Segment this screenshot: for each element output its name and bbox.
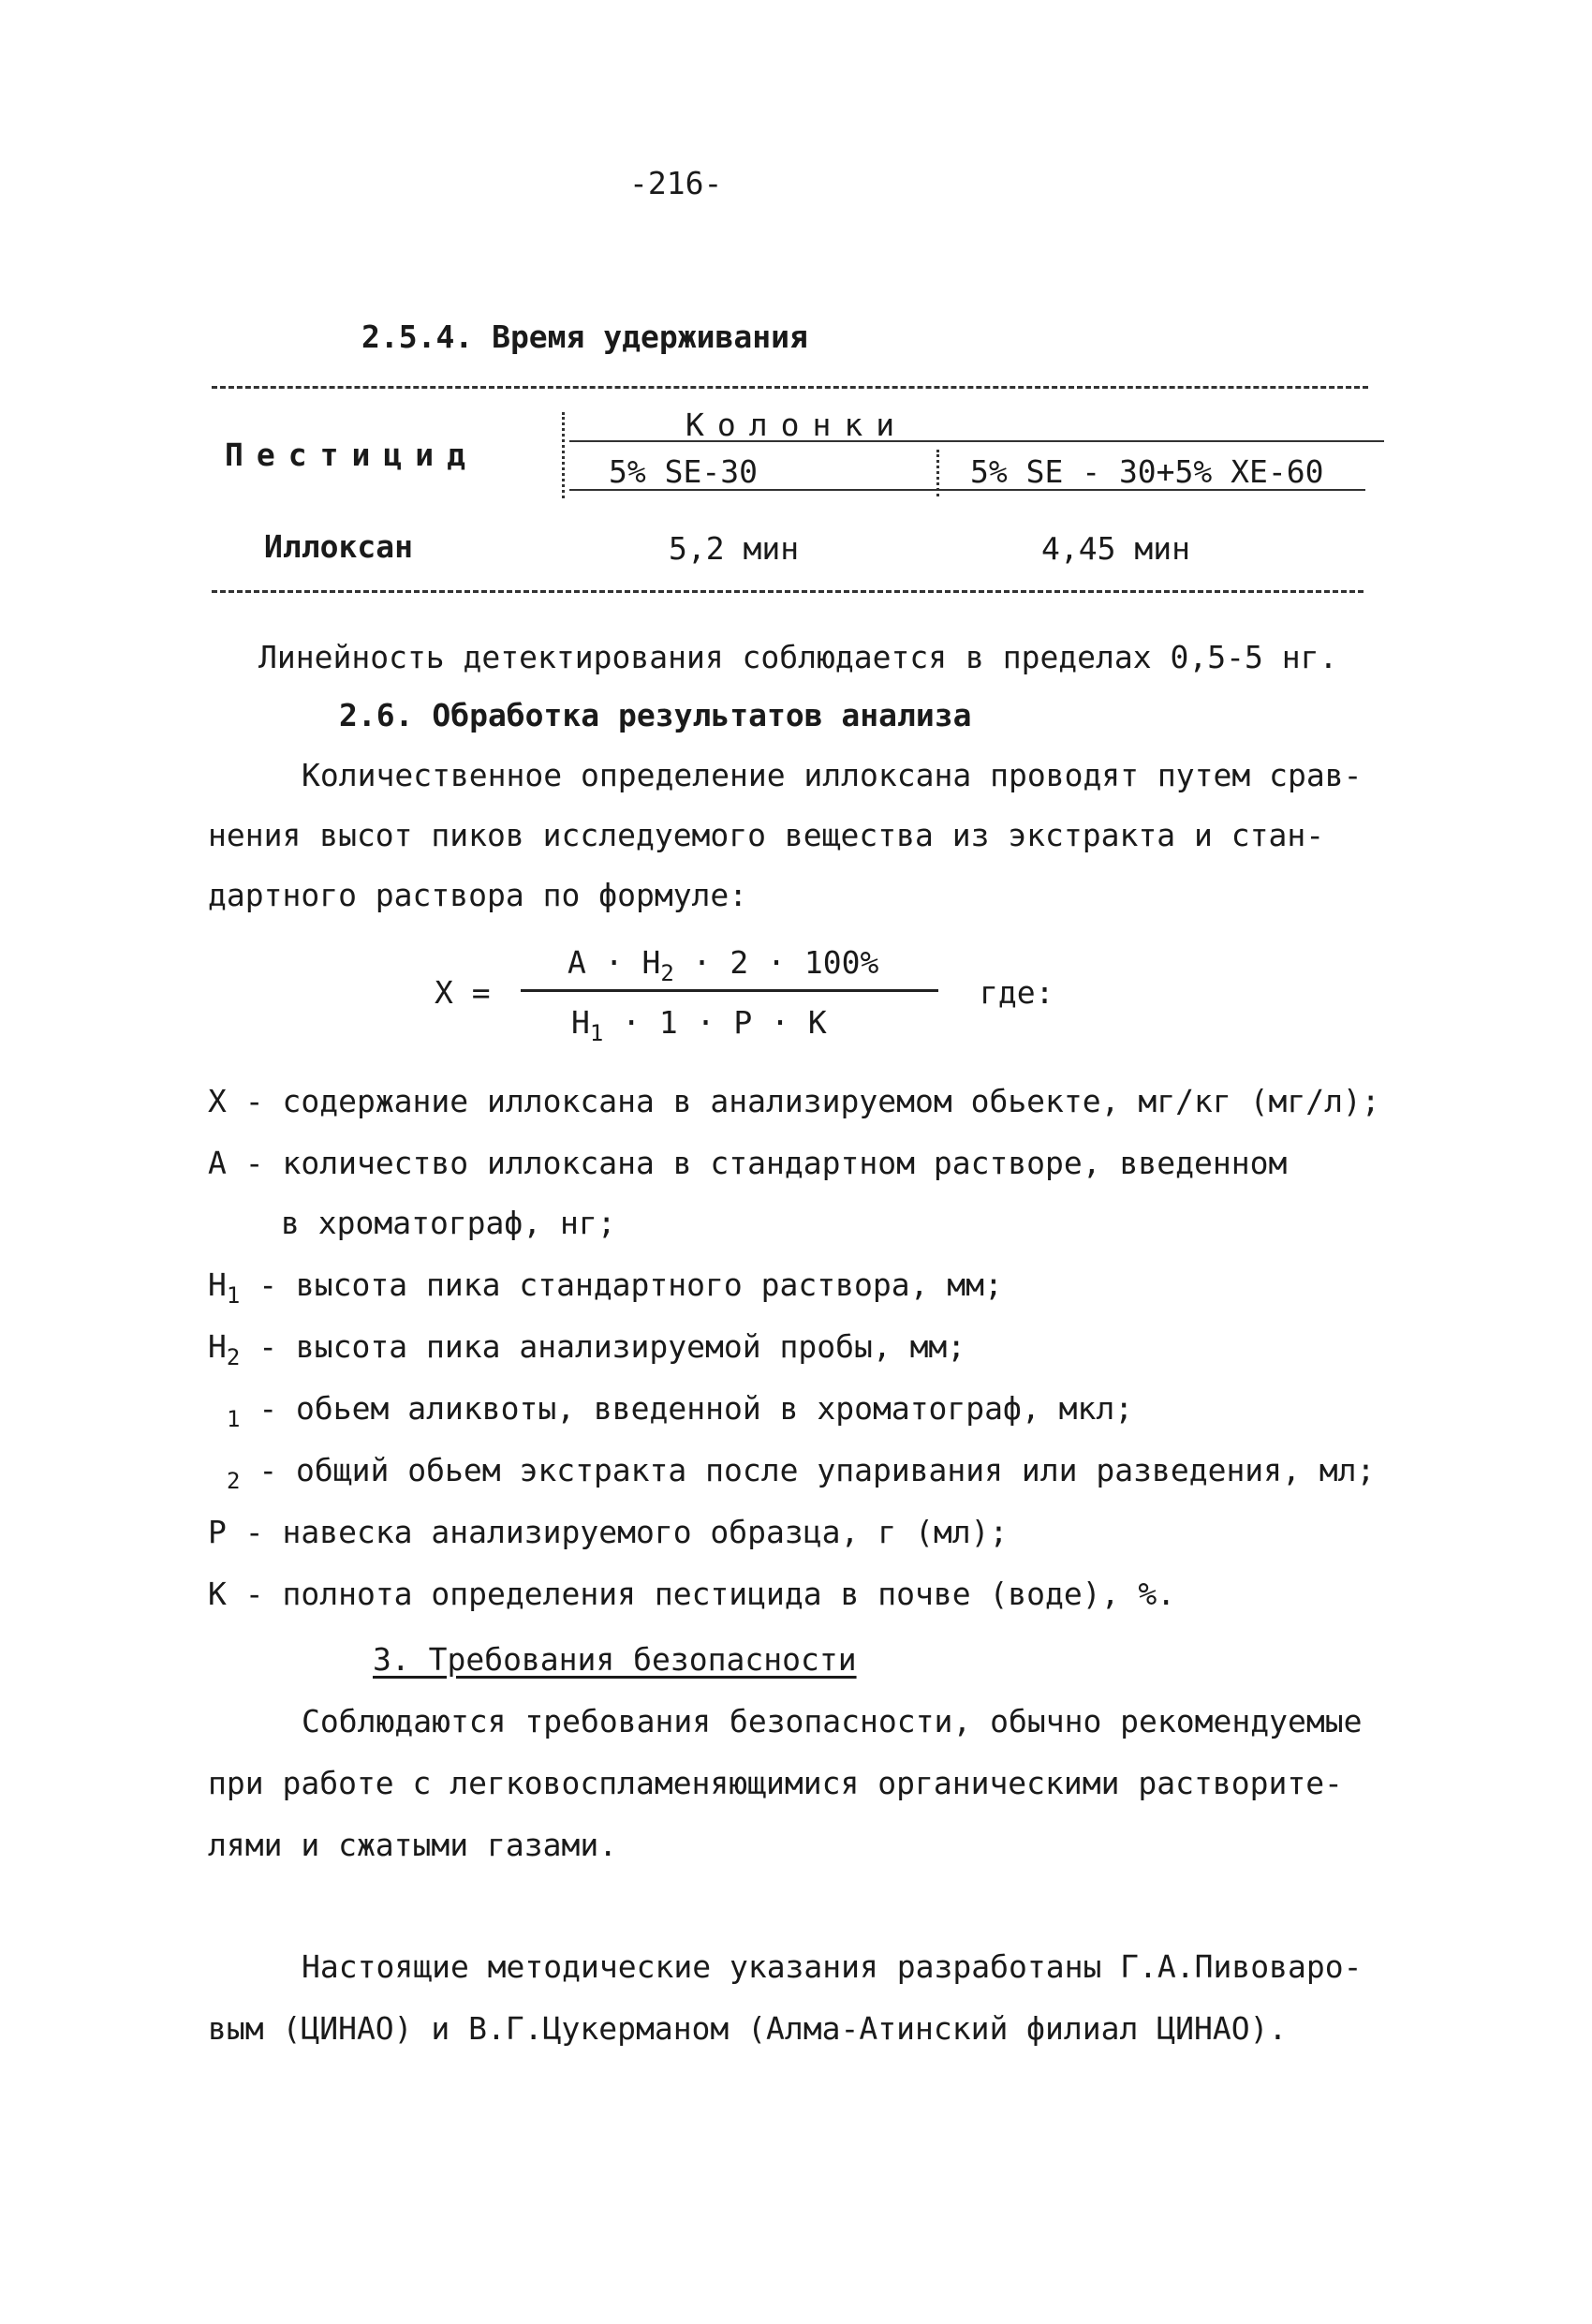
definition-v2: $_2$ - общий обьем экстракта после упаривания или разведения, мл;	[227, 1452, 1376, 1494]
pesticide-header: Пестицид	[225, 437, 479, 473]
subheader-rule	[569, 489, 1365, 491]
formula-where: где:	[980, 974, 1054, 1011]
paragraph-line: дартного раствора по формуле:	[208, 877, 748, 913]
row-value-1: 5,2 мин	[669, 530, 800, 567]
row-pesticide: Иллоксан	[264, 528, 413, 565]
formula-denominator: $H_1 \cdot 1 \cdot P \cdot K$	[571, 1004, 827, 1046]
credits-line: вым (ЦИНАО) и В.Г.Цукерманом (Алма-Атинский филиал ЦИНАО).	[208, 2010, 1288, 2047]
linearity-text: Линейность детектирования соблюдается в пределах 0,5-5 нг.	[258, 639, 1338, 675]
columns-header-rule	[569, 440, 1384, 442]
formula-fraction-line	[521, 989, 938, 992]
definition-a-continued: в хроматограф, нг;	[281, 1205, 616, 1241]
definition-a: A - количество иллоксана в стандартном растворе, введенном	[208, 1145, 1288, 1181]
credits-line: Настоящие методические указания разработаны Г.А.Пивоваро-	[302, 1948, 1363, 1985]
formula-lhs: X =	[435, 974, 491, 1011]
column-2-header: 5% SE - 30+5% XE-60	[970, 453, 1324, 490]
columns-header: Колонки	[685, 407, 908, 443]
table-column-separator-left	[562, 412, 565, 498]
table-bottom-rule	[212, 590, 1364, 593]
row-value-2: 4,45 мин	[1041, 530, 1190, 567]
section-heading-2-5-4: 2.5.4. Время удерживания	[361, 318, 808, 355]
paragraph-line: Соблюдаются требования безопасности, обычно рекомендуемые	[302, 1703, 1363, 1739]
definition-h1: $H_1$ - высота пика стандартного раствора, мм;	[208, 1266, 1003, 1309]
page-number: -216-	[629, 165, 723, 201]
definition-h2: $H_2$ - высота пика анализируемой пробы, мм;	[208, 1328, 966, 1370]
definition-x: X - содержание иллоксана в анализируемом обьекте, мг/кг (мг/л);	[208, 1083, 1380, 1119]
column-1-header: 5% SE-30	[609, 453, 758, 490]
paragraph-line: нения высот пиков исследуемого вещества из экстракта и стан-	[208, 817, 1325, 853]
paragraph-line: при работе с легковоспламеняющимися органическими растворите-	[208, 1765, 1343, 1801]
definition-k: K - полнота определения пестицида в почве (воде), %.	[208, 1576, 1176, 1612]
table-top-rule	[212, 386, 1368, 389]
section-heading-2-6: 2.6. Обработка результатов анализа	[339, 697, 972, 733]
paragraph-line: Количественное определение иллоксана проводят путем срав-	[302, 757, 1363, 793]
formula-numerator: $A \cdot H_2 \cdot 2 \cdot 100\%$	[568, 944, 879, 986]
definition-p: P - навеска анализируемого образца, г (мл);	[208, 1514, 1009, 1550]
section-heading-3: 3. Требования безопасности	[373, 1641, 857, 1678]
definition-v1: $_1$ - обьем аликвоты, введенной в хроматограф, мкл;	[227, 1390, 1134, 1432]
paragraph-line: лями и сжатыми газами.	[208, 1827, 618, 1863]
